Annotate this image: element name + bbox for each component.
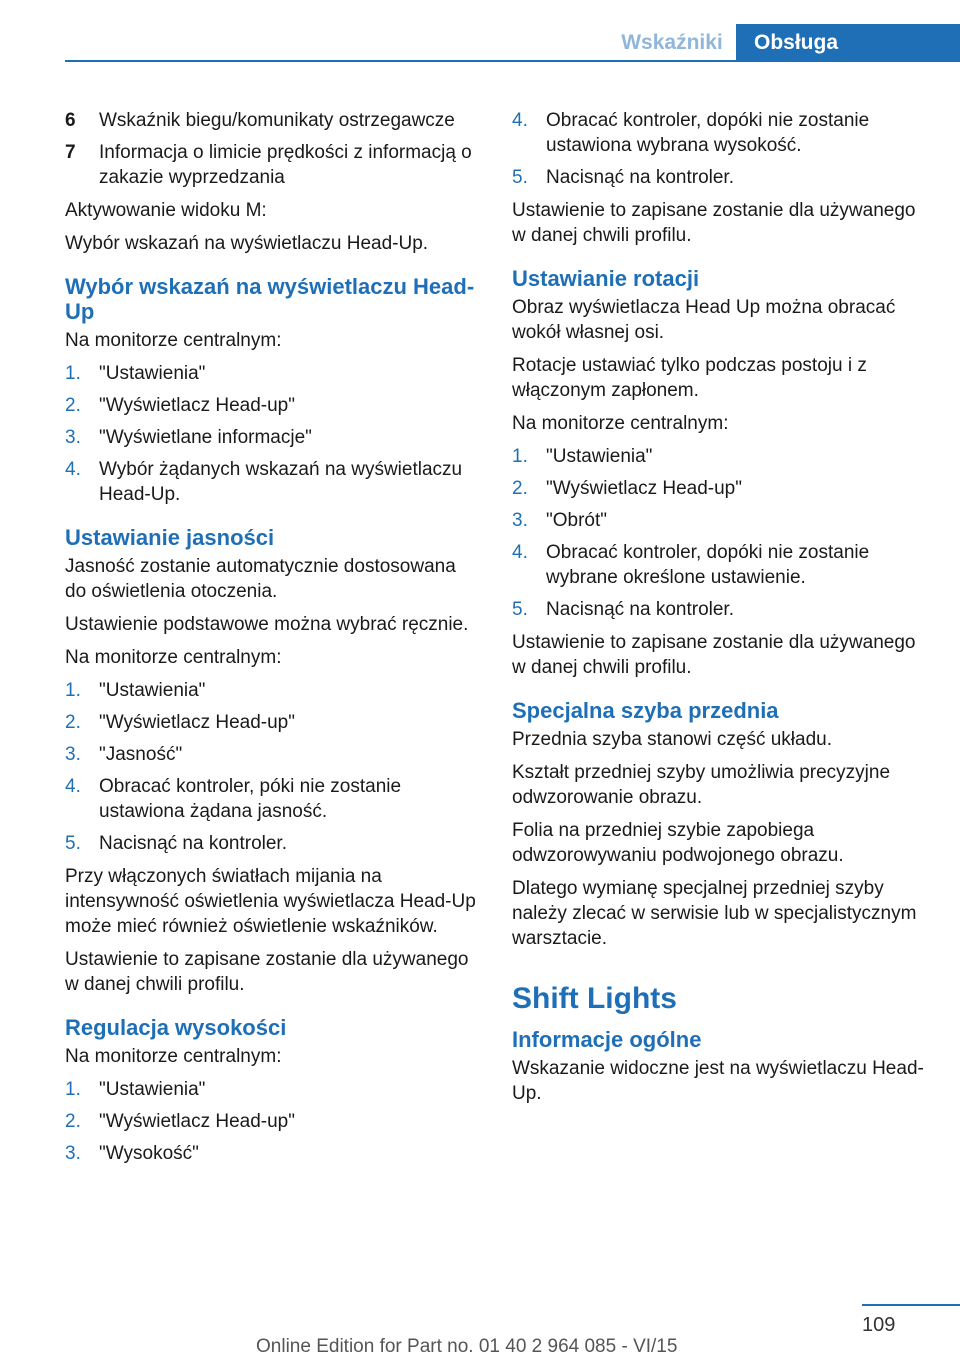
right-column <box>512 108 924 1114</box>
steps-list <box>512 108 924 190</box>
list-item: 1. "Ustawienia" <box>65 363 206 384</box>
list-item: 4. Obracać kontroler, dopóki nie zostanie wybrane określone ustawienie. <box>512 542 870 588</box>
steps-list <box>512 444 924 622</box>
list-item: 3. "Jasność" <box>65 744 183 765</box>
list-item: 5. Nacisnąć na kontroler. <box>512 167 734 188</box>
steps-list <box>65 678 477 856</box>
paragraph: Wybór wskazań na wyświetlaczu Head-Up. <box>65 233 429 254</box>
chapter-heading-shift-lights: Shift Lights <box>512 982 677 1015</box>
page-number: 109 <box>862 1314 896 1336</box>
steps-list <box>65 1077 477 1166</box>
list-item: 5. Nacisnąć na kontroler. <box>65 833 287 854</box>
list-item: 1. "Ustawienia" <box>65 1079 206 1100</box>
paragraph: Ustawienie podstawowe można wybrać ręcznie. <box>65 614 469 635</box>
paragraph: Ustawienie to zapisane zostanie dla używanego w danej chwili profilu. <box>512 632 916 678</box>
paragraph: Przednia szyba stanowi część układu. <box>512 729 832 750</box>
list-item: 6 Wskaźnik biegu/komunikaty ostrzegawcze <box>65 110 455 131</box>
paragraph: Na monitorze centralnym: <box>65 1046 282 1067</box>
paragraph: Wskazanie widoczne jest na wyświetlaczu Head-Up. <box>512 1058 924 1104</box>
list-item: 3. "Obrót" <box>512 510 608 531</box>
section-heading-select: Wybór wskazań na wyświetlaczu Head-Up <box>65 274 475 324</box>
paragraph: Aktywowanie widoku M: <box>65 200 267 221</box>
list-item: 1. "Ustawienia" <box>512 446 653 467</box>
list-item: 4. Obracać kontroler, dopóki nie zostanie ustawiona wybrana wysokość. <box>512 110 870 156</box>
paragraph: Ustawienie to zapisane zostanie dla używanego w danej chwili profilu. <box>512 200 916 246</box>
paragraph: Jasność zostanie automatycznie dostosowana do oświetlenia otoczenia. <box>65 556 456 602</box>
section-heading-brightness: Ustawianie jasności <box>65 525 275 550</box>
section-heading-rotation: Ustawianie rotacji <box>512 266 700 291</box>
list-item: 5. Nacisnąć na kontroler. <box>512 599 734 620</box>
list-item: 3. "Wysokość" <box>65 1143 199 1164</box>
left-column <box>65 108 477 1174</box>
list-item: 2. "Wyświetlacz Head-up" <box>65 395 295 416</box>
paragraph: Na monitorze centralnym: <box>65 647 282 668</box>
paragraph: Ustawienie to zapisane zostanie dla używanego w danej chwili profilu. <box>65 949 469 995</box>
tab-obsluga[interactable]: Obsługa <box>736 24 960 62</box>
list-item: 4. Obracać kontroler, póki nie zostanie ustawiona żądana jasność. <box>65 776 402 822</box>
paragraph: Na monitorze centralnym: <box>65 330 282 351</box>
steps-list <box>65 361 477 507</box>
paragraph: Kształt przedniej szyby umożliwia precyzyjne odwzorowanie obrazu. <box>512 762 891 808</box>
list-item: 1. "Ustawienia" <box>65 680 206 701</box>
list-item: 2. "Wyświetlacz Head-up" <box>512 478 742 499</box>
legend-list <box>65 108 477 190</box>
tab-wskazniki[interactable]: Wskaźniki <box>621 31 723 54</box>
section-heading-general: Informacje ogólne <box>512 1027 702 1052</box>
section-heading-windshield: Specjalna szyba przednia <box>512 698 779 723</box>
list-item: 7 Informacja o limicie prędkości z informacją o zakazie wyprzedzania <box>65 142 472 188</box>
list-item: 3. "Wyświetlane informacje" <box>65 427 312 448</box>
list-item: 2. "Wyświetlacz Head-up" <box>65 712 295 733</box>
paragraph: Folia na przedniej szybie zapobiega odwzorowywaniu podwojonego obrazu. <box>512 820 844 866</box>
section-heading-height: Regulacja wysokości <box>65 1015 287 1040</box>
paragraph: Przy włączonych światłach mijania na intensywność oświetlenia wyświetlacza Head-Up może mieć również oświetlenie wskaźników. <box>65 866 476 937</box>
edition-footer: Online Edition for Part no. 01 40 2 964 085 - VI/15 <box>256 1336 678 1357</box>
paragraph: Dlatego wymianę specjalnej przedniej szyby należy zlecać w serwisie lub w specjalistycznym warsztacie. <box>512 878 917 949</box>
paragraph: Rotacje ustawiać tylko podczas postoju i z włączonym zapłonem. <box>512 355 867 401</box>
paragraph: Na monitorze centralnym: <box>512 413 729 434</box>
list-item: 4. Wybór żądanych wskazań na wyświetlaczu Head-Up. <box>65 459 463 505</box>
list-item: 2. "Wyświetlacz Head-up" <box>65 1111 295 1132</box>
paragraph: Obraz wyświetlacza Head Up można obracać wokół własnej osi. <box>512 297 896 343</box>
footer-rule <box>862 1304 960 1306</box>
